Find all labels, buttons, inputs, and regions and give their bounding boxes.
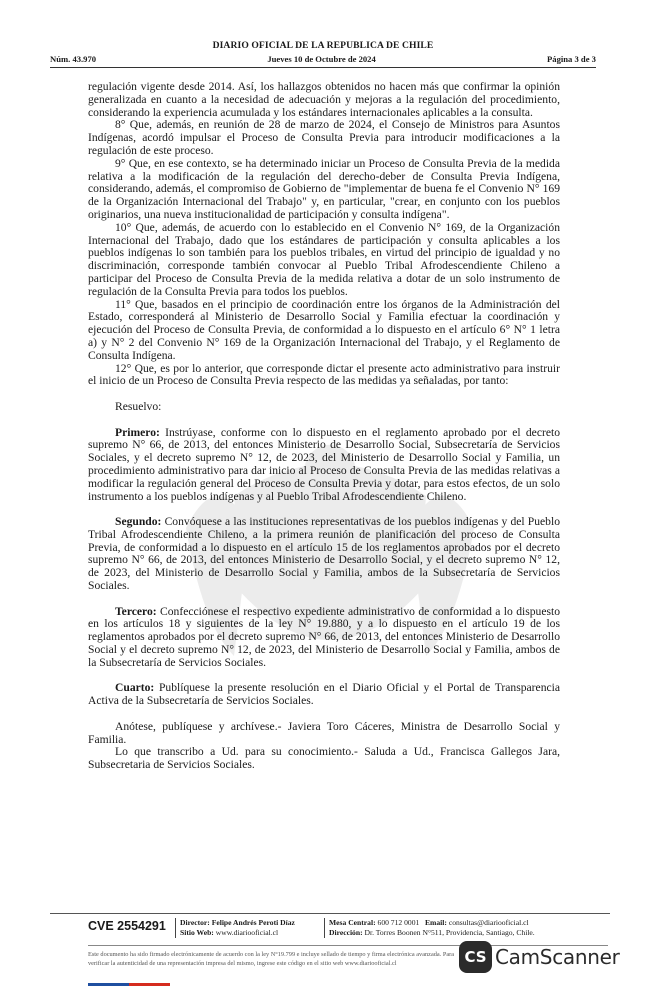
article-label: Segundo:: [115, 515, 162, 529]
issue-number: Núm. 43.970: [50, 54, 97, 64]
camscanner-watermark: [459, 941, 620, 973]
director-name: Felipe Andrés Peroti Díaz: [211, 918, 295, 927]
cve-code: CVE 2554291: [88, 919, 166, 933]
resuelvo-heading: Resuelvo:: [115, 399, 162, 413]
document-body: [88, 81, 560, 772]
camscanner-name: CamScanner: [495, 945, 620, 969]
article-label: Cuarto:: [115, 681, 155, 695]
web-label: Sitio Web:: [180, 928, 214, 937]
article-text: Publíquese la presente resolución en el Diario Oficial y el Portal de Transparencia Activa de la Subsecretaría de Servicios Sociales.: [88, 681, 561, 708]
footer-director-block: [175, 918, 295, 938]
email-link[interactable]: consultas@diariooficial.cl: [448, 918, 529, 927]
closing-transcription: Lo que transcribo a Ud. para su conocimiento.- Saluda a Ud., Francisca Gallegos Jara, Subsecretaria de Servicios Sociales.: [88, 745, 560, 772]
article-tercero: [88, 606, 560, 670]
footer-contact-block: [324, 918, 535, 938]
issue-date: Jueves 10 de Octubre de 2024: [267, 54, 376, 64]
website-link[interactable]: www.diariooficial.cl: [215, 928, 279, 937]
considerando-9: 9° Que, en ese contexto, se ha determinado iniciar un Proceso de Consulta Previa de la medida relativa a la modificación de la regulación del derecho-deber de Consulta Previa Indígena, considerando, además, el compromiso de Gobierno de "implementar de buena fe el Convenio N° 169 de la Organización Internacional del Trabajo" y, en particular, "crear, en conjunto con los pueblos originarios, una nueva institucionalidad de participación y consulta indígena".: [88, 156, 560, 221]
considerando-11: 11° Que, basados en el principio de coordinación entre los órganos de la Administración del Estado, corresponderá al Ministerio de Desarrollo Social y Familia efectuar la coordinación y ejecución del Proceso de Consulta Previa, de conformidad a lo dispuesto en el artículo 6° N° 1 letra a) y N° 2 del Convenio N° 169 de la Organización Internacional del Trabajo, y el Reglamento de Consulta Indígena.: [88, 297, 560, 362]
footer-divider: [50, 913, 610, 914]
considerando-12: 12° Que, es por lo anterior, que corresponde dictar el presente acto administrativo para instruir el inicio de un Proceso de Consulta Previa respecto de las medidas ya señaladas, por tanto:: [88, 361, 560, 388]
article-primero: [88, 427, 560, 504]
mesa-label: Mesa Central:: [329, 918, 376, 927]
article-text: Instrúyase, conforme con lo dispuesto en el reglamento aprobado por el decreto supremo N° 66, de 2013, del entonces Ministerio de Desarrollo Social, Subsecretaría de Servicios Sociales, y el decreto supremo N° 12, de 2023, del Ministerio de Desarrollo Social y Familia, un procedimiento administrativo para dar inicio al Proceso de Consulta Previa de las medidas relativas a modificar la regulación general del Proceso de Consulta Previa y dotar, para estos efectos, de un solo instrumento a los pueblos indígenas y al Pueblo Tribal Afrodescendiente Chileno.: [88, 425, 560, 503]
newspaper-title: DIARIO OFICIAL DE LA REPUBLICA DE CHILE: [212, 40, 434, 51]
address-label: Dirección:: [329, 928, 363, 937]
considerando-8: 8° Que, además, en reunión de 28 de marzo de 2024, el Consejo de Ministros para Asuntos Indígenas, acordó impulsar el Proceso de Consulta Previa para introducir modificaciones a la regulación de este proceso.: [88, 118, 560, 157]
article-segundo: [88, 516, 560, 593]
legal-notice: Este documento ha sido firmado electrónicamente de acuerdo con la ley N°19.799 e incluye sellado de tiempo y firma electrónica avanzada. Para verificar la autenticidad de una representación impresa del mismo, ingrese este código en el sitio web www.diariooficial.cl: [88, 951, 455, 967]
address: Dr. Torres Boonen N°511, Providencia, Santiago, Chile.: [364, 928, 535, 937]
article-label: Tercero:: [115, 604, 157, 618]
flag-blue-segment: [88, 983, 129, 986]
paragraph-continuation: regulación vigente desde 2014. Así, los hallazgos obtenidos no hacen más que confirmar la opinión generalizada en cuanto a la necesidad de adecuación y mejoras a la regulación del procedimiento, considerando la experiencia acumulada y los estándares internacionales aplicables a la consulta.: [88, 80, 560, 119]
article-cuarto: [88, 682, 560, 708]
page-header: [50, 40, 596, 68]
email-label: Email:: [424, 918, 447, 927]
phone-number: 600 712 0001: [377, 918, 420, 927]
article-text: Convóquese a las instituciones representativas de los pueblos indígenas y del Pueblo Tribal Afrodescendiente Chileno, a la primera reunión de planificación del proceso de Consulta Previa, de conformidad a lo dispuesto en el artículo 15 de los reglamentos aprobados por el decreto supremo N° 66, de 2013, del entonces Ministerio de Desarrollo Social, y el decreto supremo N° 12, de 2023, del Ministerio de Desarrollo Social y Familia, ambos de la Subsecretaría de Servicios Sociales.: [88, 515, 560, 593]
flag-red-segment: [129, 983, 170, 986]
page-number: Página 3 de 3: [547, 54, 596, 64]
article-label: Primero:: [115, 425, 160, 439]
considerando-10: 10° Que, además, de acuerdo con lo establecido en el Convenio N° 169, de la Organización Internacional del Trabajo, dado que los estándares de participación y consulta aplicables a los pueblos indígenas lo son también para los pueblos tribales, en virtud del principio de igualdad y no discriminación, corresponde también convocar al Pueblo Tribal Afrodescendiente Chileno a participar del Proceso de Consulta Previa de la medida relativa a dotar de un solo instrumento de regulación de la Consulta Previa para todos los pueblos.: [88, 220, 560, 298]
article-text: Confecciónese el respectivo expediente administrativo de conformidad a lo dispuesto en los artículos 18 y siguientes de la ley N° 19.880, y a lo dispuesto en el artículo 19 de los reglamentos aprobados por el decreto supremo N° 66, de 2013, del entonces Ministerio de Desarrollo Social y el decreto supremo N° 12, de 2023, del Ministerio de Desarrollo Social y Familia, ambos de la Subsecretaría de Servicios Sociales.: [88, 604, 561, 669]
closing-signature: Anótese, publíquese y archívese.- Javiera Toro Cáceres, Ministra de Desarrollo Social y Familia.: [88, 719, 560, 746]
director-label: Director:: [180, 918, 210, 927]
camscanner-logo-icon: CS: [459, 941, 492, 973]
flag-stripe: [88, 983, 170, 986]
